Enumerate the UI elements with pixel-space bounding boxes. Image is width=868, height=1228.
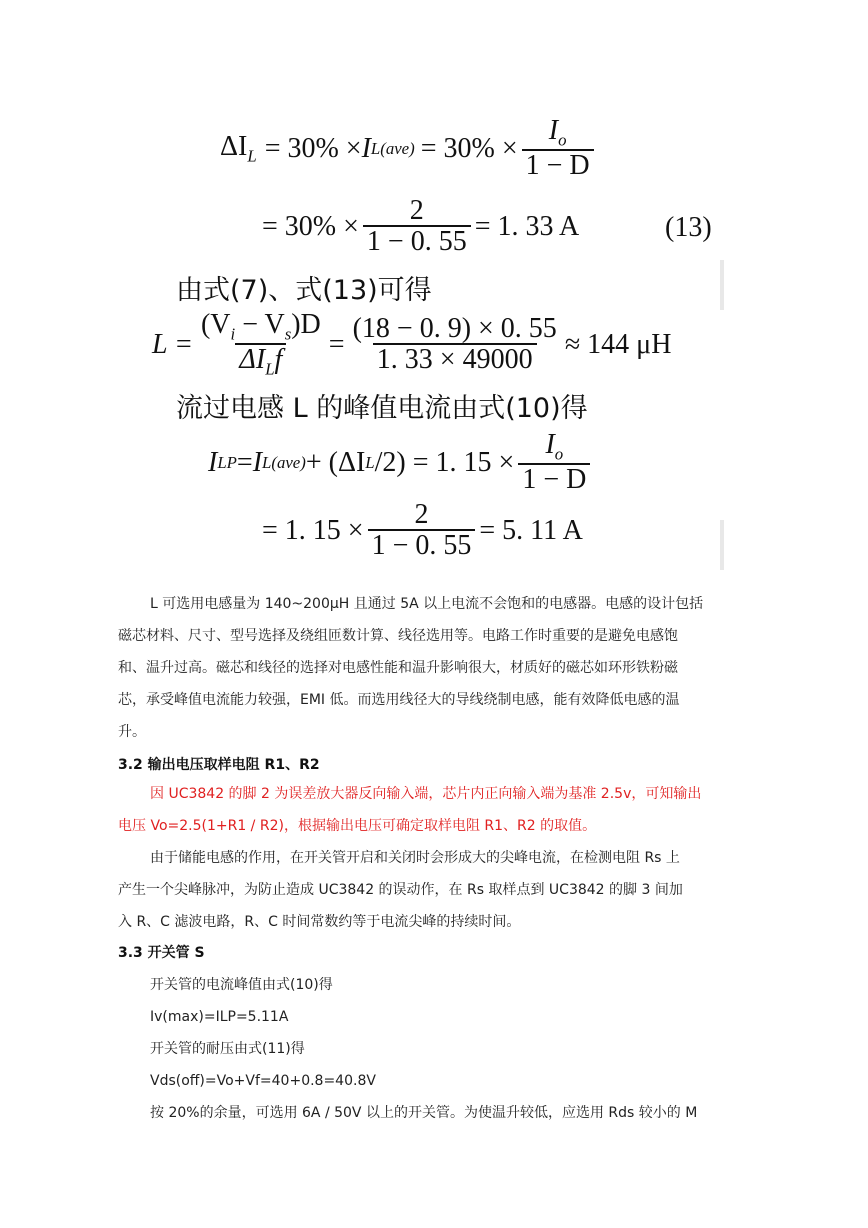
section-heading-3-2: 3.2 输出电压取样电阻 R1、R2: [118, 757, 320, 773]
equation-delta-il-value: = 30% × $\frac{2}{1 - 0. 55}$ = 1. 33 A: [262, 195, 580, 258]
equation-peak-current: I LP = I L(ave) + (ΔI L /2) = 1. 15 × $\frac{I_o}{1 - D}$: [208, 430, 594, 496]
text-line: 入 R、C 滤波电路，R、C 时间常数约等于电流尖峰的持续时间。: [118, 914, 521, 930]
equation-inductance: L = $\frac{(V_i - V_s)D}{\Delta I_Lf}$ = $\frac{(18 - 0. 9) \times 0. 55}{1. 33 \times 49000}$ ≈ 144 μH: [152, 309, 672, 379]
text-line: 由于储能电感的作用，在开关管开启和关闭时会形成大的尖峰电流，在检测电阻 Rs 上: [150, 850, 680, 866]
scan-edge-mark: [720, 520, 724, 570]
formula-text-line-b: 流过电感 L 的峰值电流由式(10)得: [176, 393, 588, 424]
text-line: 升。: [118, 724, 146, 740]
text-line: L 可选用电感量为 140~200μH 且通过 5A 以上电流不会饱和的电感器。电感的设计包括: [150, 596, 704, 612]
text-line: Iv(max)=ILP=5.11A: [150, 1009, 289, 1025]
eq3-fraction-symbolic: $\frac{(V_i - V_s)D}{\Delta I_Lf}$: [200, 309, 321, 379]
equation-delta-il: $\Delta I_L$ = 30% × I L(ave) = 30% × $\frac{I_o}{1 - D}$: [220, 116, 598, 182]
text-line: 开关管的耐压由式(11)得: [150, 1041, 305, 1057]
paragraph-voltage-sampling: [118, 778, 750, 842]
text-line: 芯，承受峰值电流能力较强，EMI 低。而选用线径大的导线绕制电感，能有效降低电感的温: [118, 692, 680, 708]
formula-block: [150, 100, 730, 570]
eq1-fraction: $\frac{I_o}{1 - D}$: [522, 116, 594, 182]
section-heading-3-3: 3.3 开关管 S: [118, 945, 205, 961]
eq5-fraction: $\frac{2}{1 - 0. 55}$: [368, 500, 476, 562]
eq3-fraction-numeric: $\frac{(18 - 0. 9) \times 0. 55}{1. 33 \times 49000}$: [352, 312, 557, 375]
text-line: 产生一个尖峰脉冲，为防止造成 UC3842 的误动作，在 Rs 取样点到 UC3842 的脚 3 间加: [118, 882, 683, 898]
equation-number-13: (13): [665, 212, 712, 243]
paragraph-inductor: [118, 588, 750, 748]
equation-peak-current-value: = 1. 15 × $\frac{2}{1 - 0. 55}$ = 5. 11 A: [262, 499, 583, 562]
eq2-fraction: $\frac{2}{1 - 0. 55}$: [363, 196, 471, 258]
eq4-fraction: $\frac{I_o}{1 - D}$: [518, 430, 590, 496]
text-line: Vds(off)=Vo+Vf=40+0.8=40.8V: [150, 1073, 376, 1089]
eq1-lhs: $\Delta I_L$: [220, 131, 257, 166]
text-line: 因 UC3842 的脚 2 为误差放大器反向输入端，芯片内正向输入端为基准 2.5v，可知输出: [150, 786, 702, 802]
text-line: 和、温升过高。磁芯和线径的选择对电感性能和温升影响很大，材质好的磁芯如环形铁粉磁: [118, 660, 678, 676]
text-line: 磁芯材料、尺寸、型号选择及绕组匝数计算、线径选用等。电路工作时重要的是避免电感饱: [118, 628, 678, 644]
text-line: 按 20%的余量，可选用 6A / 50V 以上的开关管。为使温升较低，应选用 Rds 较小的 M: [150, 1105, 698, 1121]
text-line: 电压 Vo=2.5(1+R1 / R2)，根据输出电压可确定取样电阻 R1、R2 的取值。: [118, 818, 597, 834]
text-line: 开关管的电流峰值由式(10)得: [150, 977, 333, 993]
formula-text-line-a: 由式(7)、式(13)可得: [176, 275, 432, 306]
paragraph-spike-filter: [118, 842, 750, 938]
scan-edge-mark: [720, 260, 724, 310]
